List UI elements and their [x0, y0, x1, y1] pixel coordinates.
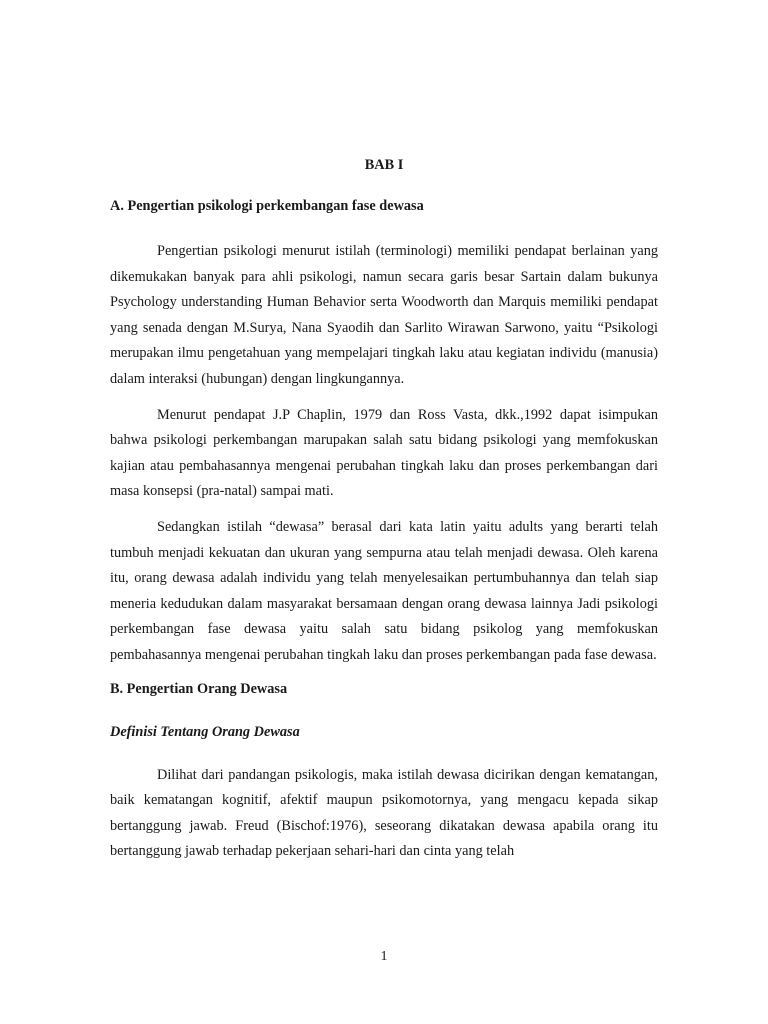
page-number: 1 [380, 949, 388, 964]
section-a-paragraph-3: Sedangkan istilah “dewasa” berasal dari kata latin yaitu adults yang berarti telah tumbuh menjadi kekuatan dan ukuran yang sempurna atau telah menjadi dewasa. Oleh karena itu, orang dewasa adalah individu yang telah menyelesaikan pertumbuhannya dan telah siap meneria kedudukan dalam masyarakat bersamaan dengan orang dewasa lainnya Jadi psikologi perkembangan fase dewasa yaitu salah satu bidang psikolog yang memfokuskan pembahasannya mengenai perubahan tingkah laku dan proses perkembangan pada fase dewasa. [110, 518, 658, 663]
section-a-paragraph-1: Pengertian psikologi menurut istilah (terminologi) memiliki pendapat berlainan yang dikemukakan banyak para ahli psikologi, namun secara garis besar Sartain dalam bukunya Psychology understanding Human Behavior serta Woodworth dan Marquis memiliki pendapat yang senada dengan M.Surya, Nana Syaodih dan Sarlito Wirawan Sarwono, yaitu “Psikologi merupakan ilmu pengetahuan yang mempelajari tingkah laku atau kegiatan individu (manusia) dalam interaksi (hubungan) dengan lingkungannya. [110, 243, 658, 387]
section-a-paragraph-2: Menurut pendapat J.P Chaplin, 1979 dan Ross Vasta, dkk.,1992 dapat isimpukan bahwa psikologi perkembangan marupakan salah satu bidang psikologi yang memfokuskan kajian atau pembahasannya mengenai perubahan tingkah laku dan proses perkembangan dari masa konsepsi (pra-natal) sampai mati. [110, 406, 658, 500]
section-a-heading: A. Pengertian psikologi perkembangan fase dewasa [110, 198, 424, 214]
section-b-subheading: Definisi Tentang Orang Dewasa [110, 723, 300, 740]
page-content [110, 155, 658, 875]
section-b-paragraph-1: Dilihat dari pandangan psikologis, maka istilah dewasa dicirikan dengan kematangan, baik kematangan kognitif, afektif maupun psikomotornya, yang mengacu kepada sikap bertanggung jawab. Freud (Bischof:1976), seseorang dikatakan dewasa apabila orang itu bertanggung jawab terhadap pekerjaan sehari-hari dan cinta yang telah [110, 766, 658, 860]
section-b-heading: B. Pengertian Orang Dewasa [110, 680, 288, 697]
chapter-title: BAB I [364, 157, 404, 173]
